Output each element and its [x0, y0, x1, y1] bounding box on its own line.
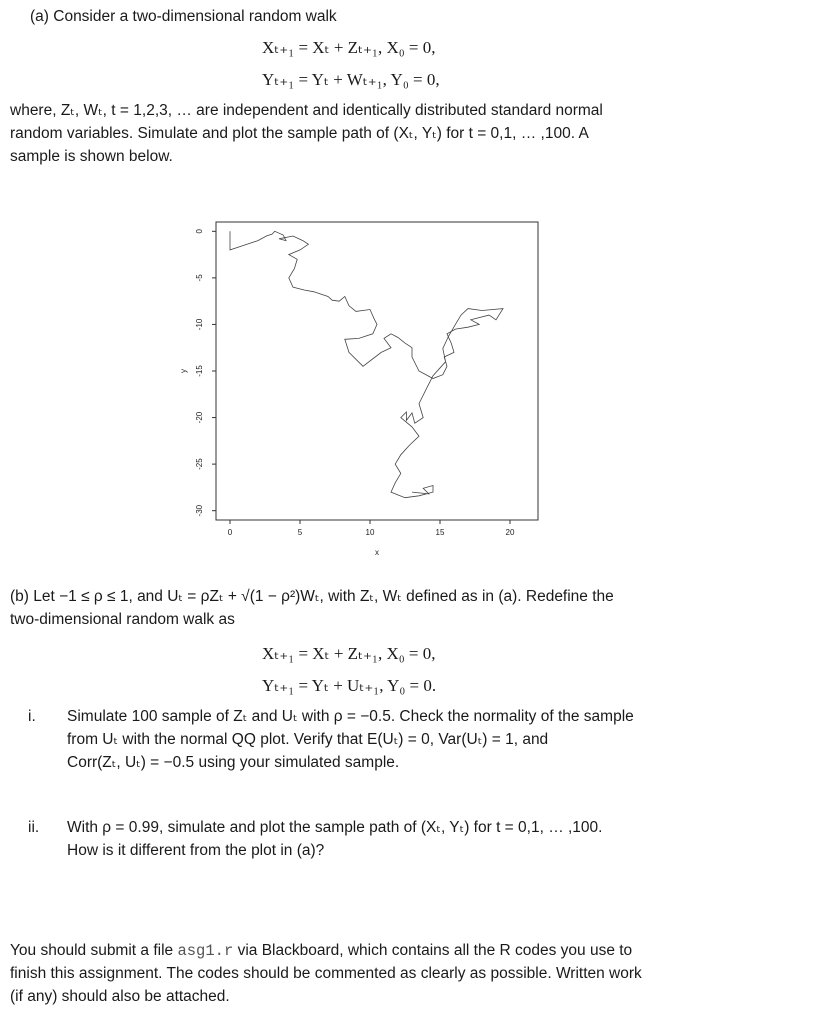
x-axis — [228, 520, 515, 537]
x-tick-label: 15 — [435, 528, 445, 537]
y-tick-label: -20 — [195, 411, 204, 424]
item-i-line-2: from Uₜ with the normal QQ plot. Verify that E(Uₜ) = 0, Var(Uₜ) = 1, and — [67, 731, 549, 748]
x-tick-label: 0 — [227, 528, 233, 537]
sample-path-line — [230, 231, 503, 497]
y-tick-label: -15 — [195, 365, 204, 377]
random-walk-plot — [170, 215, 550, 565]
part-a-text-line-1: where, Zₜ, Wₜ, t = 1,2,3, … are independent and identically distributed standard normal — [10, 102, 603, 119]
x-tick-label: 5 — [297, 528, 303, 537]
item-i-line-1: Simulate 100 sample of Zₜ and Uₜ with ρ = −0.5. Check the normality of the sample — [67, 708, 634, 725]
item-ii-line-2: How is it different from the plot in (a)? — [67, 842, 325, 859]
footer-line-3: (if any) should also be attached. — [10, 988, 230, 1005]
part-a-text-line-3: sample is shown below. — [10, 148, 173, 165]
item-ii-line-1: With ρ = 0.99, simulate and plot the sample path of (Xₜ, Yₜ) for t = 0,1, … ,100. — [67, 819, 603, 836]
y-tick-label: -10 — [195, 318, 204, 331]
part-b-equation-x: Xₜ₊₁ = Xₜ + Zₜ₊₁, X₀ = 0, — [262, 644, 436, 663]
y-axis — [195, 229, 216, 517]
filename-code: asg1.r — [177, 942, 234, 960]
footer-line-1-pre: You should submit a file — [10, 942, 178, 959]
y-tick-label: -5 — [195, 274, 204, 282]
item-i-marker: i. — [28, 708, 36, 725]
part-a-equation-y: Yₜ₊₁ = Yₜ + Wₜ₊₁, Y₀ = 0, — [262, 70, 440, 89]
part-b-header-line-1: (b) Let −1 ≤ ρ ≤ 1, and Uₜ = ρZₜ + √(1 − ρ²)Wₜ, with Zₜ, Wₜ defined as in (a). Redefine the — [10, 588, 614, 605]
item-i-line-3: Corr(Zₜ, Uₜ) = −0.5 using your simulated sample. — [67, 754, 400, 771]
part-a-equation-x: Xₜ₊₁ = Xₜ + Zₜ₊₁, X₀ = 0, — [262, 38, 436, 57]
part-a-header: (a) Consider a two-dimensional random walk — [30, 8, 337, 25]
item-ii-marker: ii. — [28, 819, 40, 836]
y-tick-label: -25 — [195, 458, 204, 470]
footer-line-2: finish this assignment. The codes should be commented as clearly as possible. Written work — [10, 965, 642, 982]
y-tick-label: 0 — [195, 229, 204, 234]
x-tick-label: 10 — [365, 528, 375, 537]
x-axis-label: x — [375, 548, 379, 557]
y-tick-label: -30 — [195, 504, 204, 517]
footer-line-1-post: via Blackboard, which contains all the R codes you use to — [233, 942, 633, 959]
part-a-text-line-2: random variables. Simulate and plot the sample path of (Xₜ, Yₜ) for t = 0,1, … ,100. A — [10, 125, 589, 142]
y-axis-label: y — [179, 369, 188, 373]
x-tick-label: 20 — [505, 528, 515, 537]
part-b-header-line-2: two-dimensional random walk as — [10, 611, 235, 628]
footer-line-1 — [10, 940, 632, 962]
part-b-equation-y: Yₜ₊₁ = Yₜ + Uₜ₊₁, Y₀ = 0. — [262, 676, 437, 695]
plot-frame — [216, 222, 538, 520]
